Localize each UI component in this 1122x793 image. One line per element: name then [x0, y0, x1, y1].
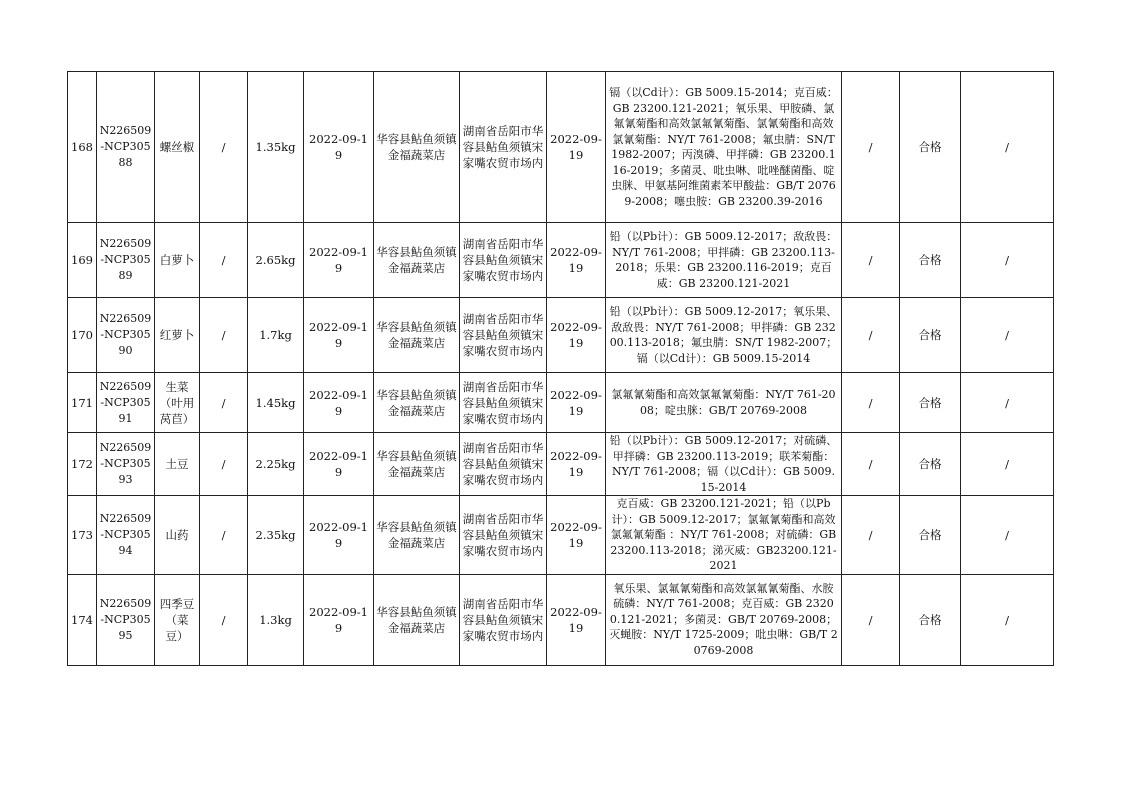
result-cell: 合格: [900, 298, 961, 373]
spec-cell: /: [200, 373, 248, 433]
sampled-entity-cell: 华容县鲇鱼须镇金福蔬菜店: [374, 574, 460, 665]
seq-cell: 170: [68, 298, 97, 373]
remark-cell: /: [961, 223, 1054, 298]
table-row: [68, 72, 1054, 223]
sampled-entity-cell: 华容县鲇鱼须镇金福蔬菜店: [374, 433, 460, 496]
quantity-cell: 1.7kg: [248, 298, 304, 373]
table-row: [68, 298, 1054, 373]
location-cell: 湖南省岳阳市华容县鲇鱼须镇宋家嘴农贸市场内: [460, 373, 547, 433]
sample-name-cell: 四季豆（菜豆）: [155, 574, 200, 665]
sampled-entity-cell: 华容县鲇鱼须镇金福蔬菜店: [374, 496, 460, 575]
quantity-cell: 2.25kg: [248, 433, 304, 496]
test-standards-cell: 铅（以Pb计）：GB 5009.12-2017；对硫磷、甲拌磷：GB 23200.113-2019；联苯菊酯：NY/T 761-2008；镉（以Cd计）：GB 5009.15-2014: [606, 433, 842, 496]
production-date-cell: 2022-09-19: [547, 574, 606, 665]
quantity-cell: 2.65kg: [248, 223, 304, 298]
location-cell: 湖南省岳阳市华容县鲇鱼须镇宋家嘴农贸市场内: [460, 433, 547, 496]
quantity-cell: 2.35kg: [248, 496, 304, 575]
seq-cell: 171: [68, 373, 97, 433]
unqualified-item-cell: /: [842, 433, 900, 496]
sampled-entity-cell: 华容县鲇鱼须镇金福蔬菜店: [374, 223, 460, 298]
result-cell: 合格: [900, 433, 961, 496]
sampling-date-cell: 2022-09-19: [304, 433, 374, 496]
unqualified-item-cell: /: [842, 574, 900, 665]
seq-cell: 174: [68, 574, 97, 665]
sampled-entity-cell: 华容县鲇鱼须镇金福蔬菜店: [374, 298, 460, 373]
table-row: [68, 574, 1054, 665]
sample-code-cell: N226509-NCP30588: [97, 72, 155, 223]
sample-name-cell: 生菜（叶用莴苣）: [155, 373, 200, 433]
quantity-cell: 1.35kg: [248, 72, 304, 223]
location-cell: 湖南省岳阳市华容县鲇鱼须镇宋家嘴农贸市场内: [460, 72, 547, 223]
result-cell: 合格: [900, 574, 961, 665]
unqualified-item-cell: /: [842, 496, 900, 575]
spec-cell: /: [200, 496, 248, 575]
sample-name-cell: 白萝卜: [155, 223, 200, 298]
inspection-results-table: [67, 71, 1054, 666]
sample-code-cell: N226509-NCP30594: [97, 496, 155, 575]
quantity-cell: 1.3kg: [248, 574, 304, 665]
table-body: [68, 72, 1054, 666]
production-date-cell: 2022-09-19: [547, 223, 606, 298]
production-date-cell: 2022-09-19: [547, 72, 606, 223]
seq-cell: 173: [68, 496, 97, 575]
unqualified-item-cell: /: [842, 298, 900, 373]
remark-cell: /: [961, 298, 1054, 373]
seq-cell: 172: [68, 433, 97, 496]
sampling-date-cell: 2022-09-19: [304, 223, 374, 298]
sample-code-cell: N226509-NCP30590: [97, 298, 155, 373]
sampling-date-cell: 2022-09-19: [304, 298, 374, 373]
test-standards-cell: 铅（以Pb计）：GB 5009.12-2017；氧乐果、敌敌畏：NY/T 761-2008；甲拌磷：GB 23200.113-2018；氟虫腈：SN/T 1982-2007；镉（以Cd计）：GB 5009.15-2014: [606, 298, 842, 373]
remark-cell: /: [961, 433, 1054, 496]
test-standards-cell: 镉（以Cd计）：GB 5009.15-2014；克百威：GB 23200.121-2021；氧乐果、甲胺磷、氯氟氰菊酯和高效氯氟氰菊酯、氯氰菊酯和高效氯氰菊酯：NY/T 761-2008；氟虫腈：SN/T 1982-2007；丙溴磷、甲拌磷：GB 23200.116-2019；多菌灵、吡虫啉、吡唑醚菌酯、啶虫脒、甲氨基阿维菌素苯甲酸盐：GB/T 20769-2008；噻虫胺：GB 23200.39-2016: [606, 72, 842, 223]
location-cell: 湖南省岳阳市华容县鲇鱼须镇宋家嘴农贸市场内: [460, 223, 547, 298]
sampled-entity-cell: 华容县鲇鱼须镇金福蔬菜店: [374, 72, 460, 223]
result-cell: 合格: [900, 223, 961, 298]
unqualified-item-cell: /: [842, 373, 900, 433]
sample-name-cell: 土豆: [155, 433, 200, 496]
spec-cell: /: [200, 72, 248, 223]
production-date-cell: 2022-09-19: [547, 298, 606, 373]
table-row: [68, 496, 1054, 575]
sampling-date-cell: 2022-09-19: [304, 496, 374, 575]
test-standards-cell: 氧乐果、氯氟氰菊酯和高效氯氟氰菊酯、水胺硫磷：NY/T 761-2008；克百威：GB 23200.121-2021；多菌灵：GB/T 20769-2008；灭蝇胺：NY/T 1725-2009；吡虫啉：GB/T 20769-2008: [606, 574, 842, 665]
production-date-cell: 2022-09-19: [547, 373, 606, 433]
spec-cell: /: [200, 574, 248, 665]
sampling-date-cell: 2022-09-19: [304, 373, 374, 433]
spec-cell: /: [200, 223, 248, 298]
spec-cell: /: [200, 298, 248, 373]
production-date-cell: 2022-09-19: [547, 496, 606, 575]
location-cell: 湖南省岳阳市华容县鲇鱼须镇宋家嘴农贸市场内: [460, 298, 547, 373]
remark-cell: /: [961, 574, 1054, 665]
location-cell: 湖南省岳阳市华容县鲇鱼须镇宋家嘴农贸市场内: [460, 574, 547, 665]
sample-code-cell: N226509-NCP30591: [97, 373, 155, 433]
unqualified-item-cell: /: [842, 72, 900, 223]
remark-cell: /: [961, 496, 1054, 575]
sample-name-cell: 红萝卜: [155, 298, 200, 373]
table-row: [68, 373, 1054, 433]
test-standards-cell: 克百威：GB 23200.121-2021；铅（以Pb计）：GB 5009.12-2017；氯氟氰菊酯和高效氯氟氰菊酯 ：NY/T 761-2008；对硫磷：GB 23200.113-2018；涕灭威：GB23200.121-2021: [606, 496, 842, 575]
test-standards-cell: 铅（以Pb计）：GB 5009.12-2017；敌敌畏：NY/T 761-2008；甲拌磷：GB 23200.113-2018；乐果：GB 23200.116-2019；克百威：GB 23200.121-2021: [606, 223, 842, 298]
sample-code-cell: N226509-NCP30595: [97, 574, 155, 665]
remark-cell: /: [961, 72, 1054, 223]
remark-cell: /: [961, 373, 1054, 433]
result-cell: 合格: [900, 496, 961, 575]
unqualified-item-cell: /: [842, 223, 900, 298]
seq-cell: 168: [68, 72, 97, 223]
quantity-cell: 1.45kg: [248, 373, 304, 433]
sample-name-cell: 山药: [155, 496, 200, 575]
location-cell: 湖南省岳阳市华容县鲇鱼须镇宋家嘴农贸市场内: [460, 496, 547, 575]
production-date-cell: 2022-09-19: [547, 433, 606, 496]
sampled-entity-cell: 华容县鲇鱼须镇金福蔬菜店: [374, 373, 460, 433]
test-standards-cell: 氯氟氰菊酯和高效氯氟氰菊酯：NY/T 761-2008；啶虫脒：GB/T 20769-2008: [606, 373, 842, 433]
sample-code-cell: N226509-NCP30593: [97, 433, 155, 496]
table-row: [68, 223, 1054, 298]
sampling-date-cell: 2022-09-19: [304, 72, 374, 223]
seq-cell: 169: [68, 223, 97, 298]
result-cell: 合格: [900, 373, 961, 433]
spec-cell: /: [200, 433, 248, 496]
table-row: [68, 433, 1054, 496]
sample-code-cell: N226509-NCP30589: [97, 223, 155, 298]
result-cell: 合格: [900, 72, 961, 223]
sample-name-cell: 螺丝椒: [155, 72, 200, 223]
sampling-date-cell: 2022-09-19: [304, 574, 374, 665]
